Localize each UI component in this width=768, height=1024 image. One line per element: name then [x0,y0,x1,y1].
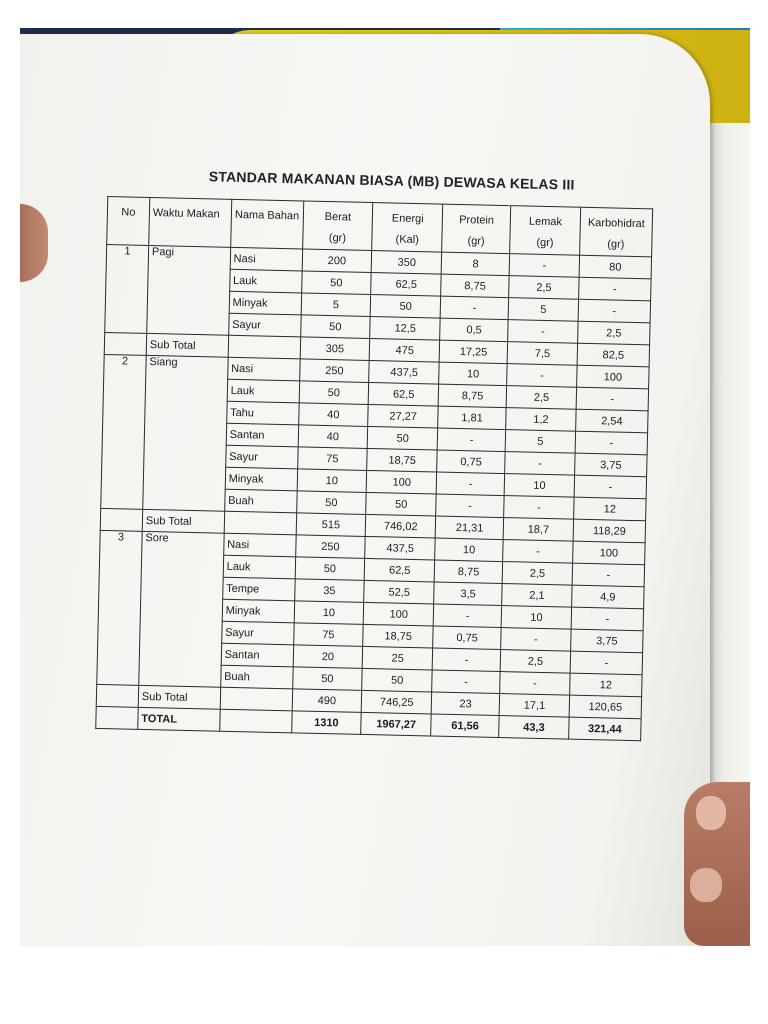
cell-berat: 10 [297,469,367,493]
cell-karbo: 80 [579,255,651,279]
cell-lemak: 2,5 [506,386,576,410]
cell-lemak: 43,3 [499,716,569,740]
cell-protein: 17,25 [439,340,507,364]
cell-bahan: Santan [226,423,298,447]
cell-berat: 50 [292,667,362,691]
cell-bahan: Tempe [222,577,294,601]
cell-empty [100,508,142,531]
cell-berat: 40 [298,425,368,449]
nutrition-table [95,196,653,741]
cell-energi: 50 [368,426,438,450]
cell-berat: 75 [293,623,363,647]
cell-karbo: - [572,563,644,587]
cell-energi: 12,5 [370,316,440,340]
cell-protein: 1,81 [438,406,506,430]
cell-karbo: 118,29 [573,519,645,543]
cell-lemak: - [504,496,574,520]
cell-energi: 100 [364,602,434,626]
cell-berat: 250 [295,535,365,559]
document-title: STANDAR MAKANAN BIASA (MB) DEWASA KELAS III [208,168,575,193]
fingernail [690,868,722,902]
cell-energi: 18,75 [363,624,433,648]
cell-karbo: 4,9 [572,585,644,609]
cell-empty [220,687,292,711]
cell-karbo: 2,5 [578,321,650,345]
cell-empty [224,511,296,535]
cell-energi: 50 [362,668,432,692]
cell-energi: 50 [366,492,436,516]
cell-karbo: 100 [573,541,645,565]
cell-energi: 100 [367,470,437,494]
cell-karbo: - [570,651,642,675]
cell-bahan: Lauk [227,379,299,403]
cell-no: 2 [101,354,146,509]
header-berat: Berat (gr) [302,201,373,251]
cell-karbo: 100 [577,365,649,389]
cell-lemak: 17,1 [499,694,569,718]
cell-protein: - [440,296,508,320]
cell-lemak: 7,5 [507,342,577,366]
cell-berat: 50 [296,491,366,515]
cell-lemak: - [505,452,575,476]
cell-berat: 50 [299,381,369,405]
cell-protein: 0,75 [433,626,501,650]
cell-lemak: 2,5 [502,562,572,586]
cell-subtotal-label: Sub Total [138,685,220,709]
cell-empty [96,684,138,707]
cell-karbo: - [575,431,647,455]
cell-berat: 515 [296,513,366,537]
cell-berat: 250 [299,359,369,383]
cell-lemak: - [501,628,571,652]
cell-protein: 10 [439,362,507,386]
cell-waktu: Siang [143,355,228,511]
cell-lemak: 5 [508,298,578,322]
cell-bahan: Santan [221,643,293,667]
cell-protein: 0,75 [437,450,505,474]
cell-lemak: - [503,540,573,564]
cell-bahan: Minyak [229,291,301,315]
cell-berat: 1310 [291,711,361,735]
header-no: No [107,197,150,246]
cell-energi: 50 [371,295,441,319]
cell-bahan: Nasi [230,247,302,271]
cell-bahan: Minyak [225,467,297,491]
cell-bahan: Nasi [223,533,295,557]
cell-energi: 746,25 [362,690,432,714]
cell-protein: 61,56 [431,714,499,738]
photo-background [20,28,750,946]
cell-protein: 8,75 [441,274,509,298]
cell-bahan: Sayur [228,313,300,337]
header-nama-bahan: Nama Bahan [230,199,303,249]
cell-subtotal-label: Sub Total [142,509,224,533]
header-energi: Energi (Kal) [372,203,443,253]
cell-protein: - [436,494,504,518]
cell-karbo: 3,75 [575,453,647,477]
header-waktu-makan: Waktu Makan [149,197,232,247]
cell-lemak: 10 [501,606,571,630]
document-page [20,34,710,946]
cell-empty [96,706,138,729]
document-content [95,166,668,742]
cell-energi: 1967,27 [361,712,431,736]
cell-karbo: - [578,299,650,323]
cell-karbo: 12 [570,673,642,697]
cell-berat: 50 [300,315,370,339]
cell-berat: 5 [301,293,371,317]
cell-karbo: 321,44 [569,717,641,741]
cell-lemak: 1,2 [506,408,576,432]
cell-subtotal-label: Sub Total [146,333,228,357]
cell-protein: 10 [435,538,503,562]
cell-empty [219,709,291,733]
cell-energi: 62,5 [371,273,441,297]
fingernail [696,796,726,830]
cell-lemak: - [500,672,570,696]
cell-lemak: - [509,254,579,278]
cell-lemak: 2,5 [500,650,570,674]
cell-karbo: 82,5 [577,343,649,367]
cell-energi: 350 [372,251,442,275]
cell-total-label: TOTAL [138,707,220,731]
cell-protein: - [436,472,504,496]
cell-karbo: - [576,387,648,411]
cell-berat: 75 [297,447,367,471]
cell-lemak: 2,5 [509,276,579,300]
cell-energi: 746,02 [366,514,436,538]
cell-energi: 18,75 [367,448,437,472]
cell-bahan: Tahu [226,401,298,425]
cell-energi: 62,5 [369,382,439,406]
cell-protein: - [437,428,505,452]
cell-empty [228,335,300,359]
header-lemak: Lemak (gr) [510,206,581,256]
cell-protein: - [433,604,501,628]
cell-karbo: - [571,607,643,631]
cell-protein: 8,75 [438,384,506,408]
cell-bahan: Buah [220,665,292,689]
cell-energi: 25 [363,646,433,670]
cell-protein: 8,75 [434,560,502,584]
cell-karbo: - [579,277,651,301]
cell-no: 3 [97,530,142,685]
header-protein: Protein (gr) [442,204,511,254]
cell-lemak: 5 [505,430,575,454]
cell-protein: 3,5 [434,582,502,606]
cell-no: 1 [105,244,149,333]
cell-karbo: 2,54 [576,409,648,433]
cell-berat: 50 [301,271,371,295]
cell-bahan: Sayur [221,621,293,645]
cell-protein: 0,5 [440,318,508,342]
cell-waktu: Sore [139,531,224,687]
cell-lemak: 18,7 [503,518,573,542]
cell-berat: 490 [292,689,362,713]
cell-bahan: Minyak [222,599,294,623]
cell-protein: 8 [441,252,509,276]
cell-berat: 35 [294,579,364,603]
cell-berat: 50 [295,557,365,581]
cell-bahan: Lauk [223,555,295,579]
cell-energi: 27,27 [368,404,438,428]
cell-lemak: 2,1 [502,584,572,608]
cell-bahan: Nasi [227,357,299,381]
cell-berat: 200 [302,249,372,273]
cell-berat: 20 [293,645,363,669]
cell-energi: 62,5 [365,558,435,582]
header-karbohidrat: Karbohidrat (gr) [580,207,653,257]
cell-karbo: 3,75 [571,629,643,653]
cell-karbo: 12 [574,497,646,521]
cell-bahan: Sayur [225,445,297,469]
cell-protein: - [432,648,500,672]
cell-energi: 437,5 [365,536,435,560]
cell-berat: 40 [298,403,368,427]
cell-energi: 475 [370,338,440,362]
right-fingers [684,782,750,946]
cell-bahan: Buah [224,489,296,513]
cell-empty [104,332,146,355]
cell-karbo: 120,65 [569,695,641,719]
cell-energi: 52,5 [364,580,434,604]
cell-protein: 21,31 [435,516,503,540]
cell-protein: 23 [431,692,499,716]
cell-berat: 305 [300,337,370,361]
cell-lemak: - [507,364,577,388]
cell-bahan: Lauk [229,269,301,293]
cell-lemak: - [508,320,578,344]
cell-protein: - [432,670,500,694]
cell-lemak: 10 [504,474,574,498]
cell-waktu: Pagi [147,245,231,335]
cell-energi: 437,5 [369,360,439,384]
cell-berat: 10 [294,601,364,625]
cell-karbo: - [574,475,646,499]
